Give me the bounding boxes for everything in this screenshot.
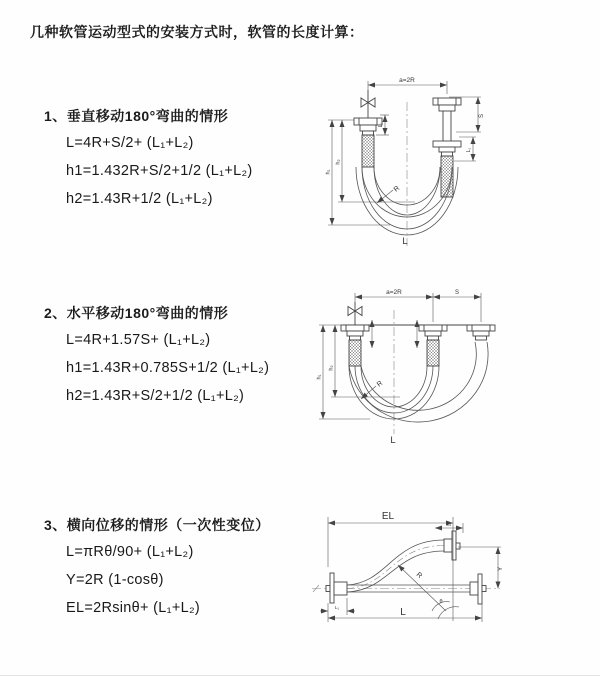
flanges (326, 531, 486, 604)
diagram-lateral-displacement (300, 503, 600, 663)
theta-label: θ (439, 599, 443, 605)
dim-a-label: a=2R (399, 77, 415, 84)
section1-formula-h1: h1=1.432R+S/2+1/2 (L₁+L₂) (66, 163, 253, 179)
flange (330, 573, 334, 603)
dimension-labels (317, 289, 460, 446)
dim-h1-label: h₁ (325, 169, 332, 175)
section2-formula-l: L=4R+1.57S+ (L₁+L₂) (66, 332, 211, 348)
radius-label: R (375, 379, 385, 389)
pipe-assemblies (341, 302, 495, 366)
diagram-horizontal-180-bend (310, 282, 600, 450)
dim-h1-label: h₁ (316, 374, 323, 380)
section3-formula-l: L=πRθ/90+ (L₁+L₂) (66, 544, 194, 560)
flange (433, 141, 461, 147)
hose-curves (349, 342, 488, 422)
pipe-assemblies (354, 90, 461, 197)
dim-y-label: Y (497, 566, 504, 572)
flange (452, 531, 456, 560)
section2-heading: 2、水平移动180°弯曲的情形 (44, 305, 229, 321)
dimension-lines (320, 517, 501, 622)
radius-label: R (392, 184, 402, 194)
dim-h2-label: h₂ (335, 159, 342, 165)
dim-l1-bottom-label: L₁ (334, 605, 340, 610)
dim-s-label: S (479, 113, 485, 119)
braided-hose-section (427, 340, 439, 366)
diagram-vertical-180-bend (310, 70, 600, 255)
section1-heading: 1、垂直移动180°弯曲的情形 (44, 108, 229, 124)
radius-label: R (414, 571, 424, 580)
dim-s-label: S (454, 290, 460, 296)
dim-a-label: a=2R (386, 289, 402, 296)
dim-l1-top-label: L₁ (446, 521, 452, 528)
flange (341, 325, 369, 331)
flange (419, 325, 447, 331)
dim-l1-left-label: L₁ (378, 122, 384, 128)
section3-heading: 3、横向位移的情形（一次性变位） (44, 517, 270, 533)
flange (433, 98, 461, 105)
section1-formula-l: L=4R+S/2+ (L₁+L₂) (66, 135, 194, 151)
length-label: L (390, 435, 396, 446)
valve-icon (361, 90, 375, 118)
section2-formula-h2: h2=1.43R+S/2+1/2 (L₁+L₂) (66, 388, 245, 404)
section3-formula-el: EL=2Rsinθ+ (L₁+L₂) (66, 600, 201, 616)
page-title: 几种软管运动型式的安装方式时，软管的长度计算： (30, 24, 364, 40)
braided-hose-section (349, 340, 361, 366)
section2-formula-h1: h1=1.43R+0.785S+1/2 (L₁+L₂) (66, 360, 270, 376)
section3-formula-y: Y=2R (1-cosθ) (66, 572, 164, 588)
braided-hose-section (441, 156, 453, 197)
braided-hose-section (362, 135, 374, 167)
valve-icon (348, 302, 362, 325)
flange (467, 325, 495, 331)
length-label: L (402, 236, 408, 247)
flange (478, 574, 482, 604)
dim-h2-label: h₂ (328, 365, 335, 371)
section1-formula-h2: h2=1.43R+1/2 (L₁+L₂) (66, 191, 213, 207)
dim-l1-right-label: L₁ (466, 147, 472, 153)
dim-el-label: EL (381, 511, 395, 522)
dimension-lines (316, 293, 481, 419)
length-label: L (400, 607, 406, 618)
